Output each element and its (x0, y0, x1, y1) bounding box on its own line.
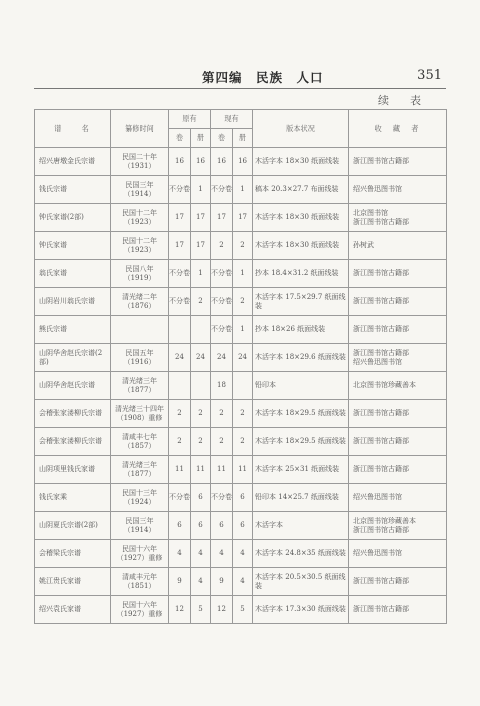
cell-name: 会稽张家溇柳氏宗谱 (35, 428, 111, 456)
cell-current-ce: 2 (233, 400, 253, 428)
cell-version: 木活字本 18×29.5 纸面线装 (253, 428, 349, 456)
table-row (35, 540, 447, 568)
table-row (35, 512, 447, 540)
cell-original-juan: 2 (169, 428, 191, 456)
cell-current-juan: 18 (211, 372, 233, 400)
cell-name: 山阴华舍赵氏宗谱 (35, 372, 111, 400)
table-row (35, 400, 447, 428)
cell-collector: 浙江图书馆古籍部 (349, 456, 447, 484)
cell-original-ce: 4 (191, 568, 211, 596)
chapter-title: 第四编 民族 人口 (202, 70, 324, 85)
cell-original-ce: 5 (191, 596, 211, 624)
cell-collector: 浙江图书馆古籍部 绍兴鲁迅图书馆 (349, 344, 447, 372)
table-row (35, 316, 447, 344)
cell-original-juan: 6 (169, 512, 191, 540)
cell-current-ce: 6 (233, 484, 253, 512)
cell-name: 绍兴袁氏家谱 (35, 596, 111, 624)
cell-version: 木活字本 18×30 纸面线装 (253, 204, 349, 232)
table-row (35, 344, 447, 372)
cell-original-juan: 16 (169, 148, 191, 176)
cell-name: 姚江贵氏家谱 (35, 568, 111, 596)
table-row (35, 148, 447, 176)
table-row (35, 596, 447, 624)
cell-name: 山阴项里钱氏家谱 (35, 456, 111, 484)
cell-collector: 浙江图书馆古籍部 (349, 148, 447, 176)
cell-current-ce: 4 (233, 568, 253, 596)
header-original-ce: 册 (191, 129, 211, 148)
cell-original-juan: 4 (169, 540, 191, 568)
cell-name: 山阴岩川翁氏宗谱 (35, 288, 111, 316)
cell-name: 会稽张家溇柳氏宗谱 (35, 400, 111, 428)
cell-original-ce: 17 (191, 204, 211, 232)
cell-current-juan: 6 (211, 512, 233, 540)
cell-original-ce (191, 316, 211, 344)
cell-current-ce: 2 (233, 232, 253, 260)
cell-original-juan: 9 (169, 568, 191, 596)
cell-version: 铅印本 14×25.7 纸面线装 (253, 484, 349, 512)
page-header (34, 66, 446, 86)
table-row (35, 260, 447, 288)
table-row (35, 568, 447, 596)
cell-current-ce: 24 (233, 344, 253, 372)
cell-time: 清咸丰元年（1851） (111, 568, 169, 596)
cell-collector: 绍兴鲁迅图书馆 (349, 176, 447, 204)
cell-collector: 绍兴鲁迅图书馆 (349, 484, 447, 512)
cell-current-juan: 12 (211, 596, 233, 624)
cell-collector: 浙江图书馆古籍部 (349, 260, 447, 288)
cell-current-ce: 4 (233, 540, 253, 568)
cell-current-ce: 5 (233, 596, 253, 624)
cell-current-juan: 不分卷 (211, 316, 233, 344)
cell-original-juan: 12 (169, 596, 191, 624)
table-row (35, 372, 447, 400)
cell-current-juan: 17 (211, 204, 233, 232)
cell-version: 木活字本 24.8×35 纸面线装 (253, 540, 349, 568)
cell-name: 钱氏家乘 (35, 484, 111, 512)
cell-name: 钟氏家谱(2部) (35, 204, 111, 232)
cell-time: 清光绪二年（1876） (111, 288, 169, 316)
cell-collector: 孙树武 (349, 232, 447, 260)
cell-current-ce: 2 (233, 428, 253, 456)
cell-version: 木活字本 18×30 纸面线装 (253, 148, 349, 176)
cell-current-juan: 不分卷 (211, 484, 233, 512)
cell-original-juan: 24 (169, 344, 191, 372)
cell-collector: 绍兴鲁迅图书馆 (349, 540, 447, 568)
cell-version: 木活字本 18×29.5 纸面线装 (253, 400, 349, 428)
cell-current-ce: 1 (233, 176, 253, 204)
table-row (35, 176, 447, 204)
cell-current-ce (233, 372, 253, 400)
cell-original-juan: 不分卷 (169, 176, 191, 204)
cell-name: 翁氏家谱 (35, 260, 111, 288)
cell-current-ce: 1 (233, 316, 253, 344)
cell-time: 民国三年（1914） (111, 512, 169, 540)
cell-original-ce: 2 (191, 428, 211, 456)
header-name: 谱 名 (35, 110, 111, 148)
cell-original-ce (191, 372, 211, 400)
cell-original-ce: 6 (191, 512, 211, 540)
cell-current-ce: 16 (233, 148, 253, 176)
cell-time: 清光绪三十四年（1908）重修 (111, 400, 169, 428)
cell-time: 民国八年（1919） (111, 260, 169, 288)
header-time: 纂修时间 (111, 110, 169, 148)
cell-version: 铅印本 (253, 372, 349, 400)
cell-time: 民国十六年（1927）重修 (111, 596, 169, 624)
cell-current-juan: 9 (211, 568, 233, 596)
cell-name: 山阴华舍赵氏宗谱(2部) (35, 344, 111, 372)
header-current-juan: 卷 (211, 129, 233, 148)
cell-original-ce: 4 (191, 540, 211, 568)
header-collector: 收 藏 者 (349, 110, 447, 148)
cell-current-juan: 不分卷 (211, 288, 233, 316)
table-row (35, 484, 447, 512)
cell-collector: 浙江图书馆古籍部 (349, 568, 447, 596)
cell-time: 民国十六年（1927）重修 (111, 540, 169, 568)
page-number: 351 (417, 68, 442, 83)
cell-name: 山阴夏氏宗谱(2部) (35, 512, 111, 540)
cell-version: 木活字本 18×29.6 纸面线装 (253, 344, 349, 372)
cell-original-juan: 17 (169, 232, 191, 260)
cell-original-ce: 11 (191, 456, 211, 484)
cell-time: 民国十三年（1924） (111, 484, 169, 512)
cell-current-juan: 11 (211, 456, 233, 484)
cell-version: 木活字本 25×31 纸面线装 (253, 456, 349, 484)
cell-version: 木活字本 17.5×29.7 纸面线装 (253, 288, 349, 316)
cell-version: 木活字本 (253, 512, 349, 540)
cell-original-ce: 1 (191, 176, 211, 204)
cell-original-juan: 不分卷 (169, 484, 191, 512)
cell-collector: 浙江图书馆古籍部 (349, 428, 447, 456)
header-current: 现有 (211, 110, 253, 129)
cell-original-ce: 1 (191, 260, 211, 288)
cell-original-juan (169, 316, 191, 344)
cell-name: 钟氏家谱 (35, 232, 111, 260)
cell-time: 清光绪三年（1877） (111, 456, 169, 484)
cell-version: 木活字本 17.3×30 纸面线装 (253, 596, 349, 624)
cell-current-ce: 17 (233, 204, 253, 232)
genealogy-table (34, 109, 447, 624)
cell-original-ce: 6 (191, 484, 211, 512)
cell-time: 民国十二年（1923） (111, 204, 169, 232)
cell-current-ce: 6 (233, 512, 253, 540)
table-body (35, 148, 447, 624)
table-row (35, 428, 447, 456)
cell-version: 抄本 18×26 纸面线装 (253, 316, 349, 344)
cell-current-juan: 24 (211, 344, 233, 372)
cell-name: 绍兴唐墩金氏宗谱 (35, 148, 111, 176)
cell-original-juan: 2 (169, 400, 191, 428)
cell-collector: 浙江图书馆古籍部 (349, 316, 447, 344)
cell-original-ce: 16 (191, 148, 211, 176)
cell-current-juan: 不分卷 (211, 260, 233, 288)
cell-version: 木活字本 18×30 纸面线装 (253, 232, 349, 260)
cell-version: 抄本 18.4×31.2 纸面线装 (253, 260, 349, 288)
cell-original-ce: 17 (191, 232, 211, 260)
cell-original-ce: 2 (191, 400, 211, 428)
cell-current-ce: 2 (233, 288, 253, 316)
cell-current-juan: 16 (211, 148, 233, 176)
cell-current-juan: 不分卷 (211, 176, 233, 204)
header-rule (34, 88, 446, 89)
cell-name: 会稽梁氏宗谱 (35, 540, 111, 568)
cell-version: 木活字本 20.5×30.5 纸面线装 (253, 568, 349, 596)
header-version: 版本状况 (253, 110, 349, 148)
cell-time: 民国五年（1916） (111, 344, 169, 372)
cell-original-ce: 24 (191, 344, 211, 372)
header-original-juan: 卷 (169, 129, 191, 148)
cell-current-juan: 2 (211, 428, 233, 456)
header-original: 原有 (169, 110, 211, 129)
cell-current-juan: 2 (211, 400, 233, 428)
header-current-ce: 册 (233, 129, 253, 148)
cell-collector: 浙江图书馆古籍部 (349, 288, 447, 316)
cell-time: 民国十二年（1923） (111, 232, 169, 260)
cell-current-ce: 1 (233, 260, 253, 288)
cell-time (111, 316, 169, 344)
cell-current-ce: 11 (233, 456, 253, 484)
cell-time: 清光绪三年（1877） (111, 372, 169, 400)
cell-original-juan: 17 (169, 204, 191, 232)
cell-collector: 北京图书馆珍藏善本 浙江图书馆古籍部 (349, 512, 447, 540)
cell-original-juan: 不分卷 (169, 288, 191, 316)
table-row (35, 204, 447, 232)
cell-original-juan: 不分卷 (169, 260, 191, 288)
cell-current-juan: 4 (211, 540, 233, 568)
cell-time: 民国三年（1914） (111, 176, 169, 204)
cell-version: 稿本 20.3×27.7 布面线装 (253, 176, 349, 204)
cell-collector: 浙江图书馆古籍部 (349, 596, 447, 624)
table-row (35, 456, 447, 484)
cell-collector: 浙江图书馆古籍部 (349, 400, 447, 428)
cell-time: 清咸丰七年（1857） (111, 428, 169, 456)
continued-label: 续 表 (378, 94, 426, 107)
cell-collector: 北京图书馆珍藏善本 (349, 372, 447, 400)
table-row (35, 232, 447, 260)
cell-original-juan (169, 372, 191, 400)
cell-original-juan: 11 (169, 456, 191, 484)
table-row (35, 288, 447, 316)
cell-time: 民国二十年（1931） (111, 148, 169, 176)
cell-name: 熊氏宗谱 (35, 316, 111, 344)
cell-name: 钱氏宗谱 (35, 176, 111, 204)
cell-current-juan: 2 (211, 232, 233, 260)
cell-collector: 北京图书馆 浙江图书馆古籍部 (349, 204, 447, 232)
cell-original-ce: 2 (191, 288, 211, 316)
